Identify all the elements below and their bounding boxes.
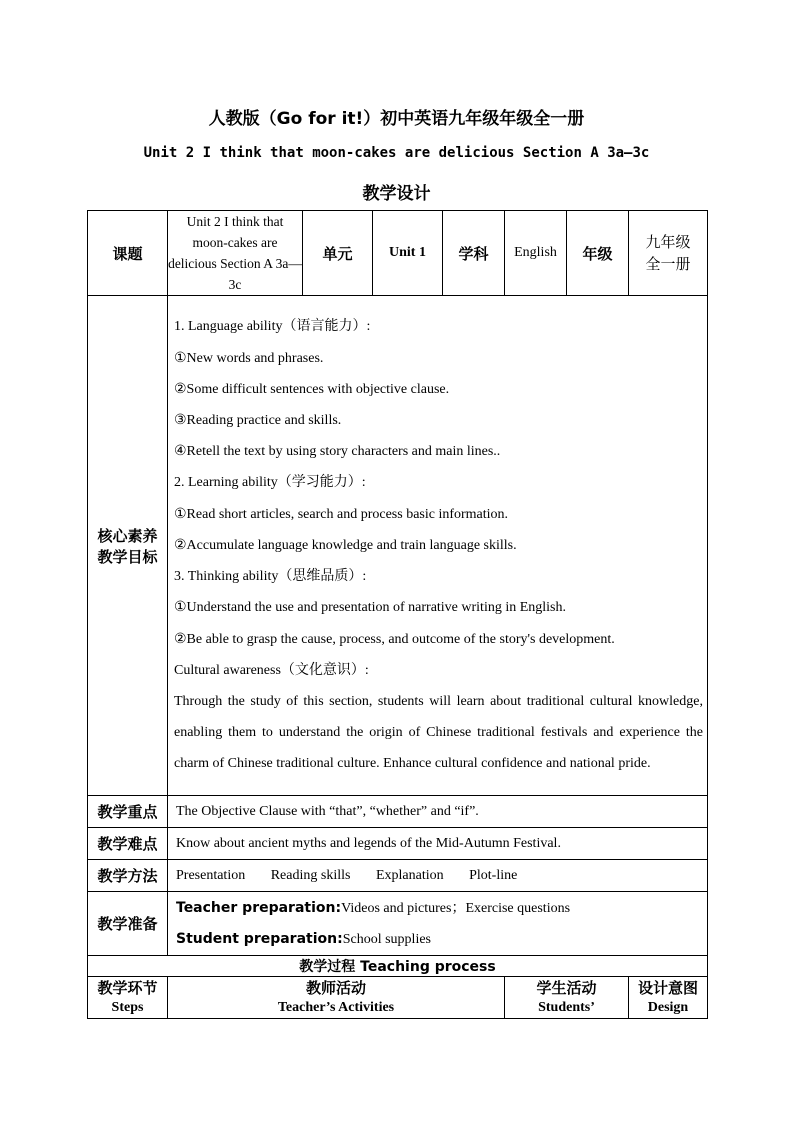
process-title-row [88,956,708,977]
process-header-row [88,977,708,1019]
cultural-paragraph: Through the study of this section, students will learn about traditional cultural knowledge, enabling them to understand the origin of Chinese traditional festivals and experience the charm of Chinese traditional culture. Enhance cultural confidence and national pride. [174,693,703,772]
lesson-plan-table [87,210,708,1019]
difficulties-row [88,828,708,860]
objective-line: Cultural awareness（文化意识）: [174,662,369,678]
topic-label: 课题 [88,211,168,296]
preparation-row [88,892,708,956]
document-title: 人教版（Go for it!）初中英语九年级年级全一册 [208,109,585,129]
unit-value: Unit 1 [373,211,443,296]
objective-line: ①Understand the use and presentation of narrative writing in English. [174,600,567,616]
objectives-label: 核心素养教学目标 [88,296,168,796]
subject-value: English [505,211,567,296]
preparation-value [168,892,708,956]
objectives-row [88,296,708,796]
unit-label: 单元 [303,211,373,296]
difficulties-value: Know about ancient myths and legends of the Mid-Autumn Festival. [168,828,708,860]
grade-label: 年级 [567,211,629,296]
difficulties-label: 教学难点 [88,828,168,860]
objective-line: ①Read short articles, search and process basic information. [174,506,509,522]
objective-line: ②Accumulate language knowledge and train language skills. [174,537,517,553]
objective-line: 3. Thinking ability（思维品质）: [174,569,367,585]
objective-line: 1. Language ability（语言能力）: [174,319,371,335]
design-intent-header: 设计意图 Design [629,977,708,1019]
process-title: 教学过程 Teaching process [88,956,708,977]
key-points-row [88,796,708,828]
objective-line: ①New words and phrases. [174,350,324,366]
info-row [88,211,708,296]
teacher-activities-header: 教师活动 Teacher’s Activities [168,977,505,1019]
objective-line: ④Retell the text by using story characters and main lines.. [174,444,501,460]
subject-label: 学科 [443,211,505,296]
design-heading: 教学设计 [362,184,431,204]
objective-line: ②Some difficult sentences with objective clause. [174,381,450,397]
methods-value [168,860,708,892]
preparation-label: 教学准备 [88,892,168,956]
objective-line: ③Reading practice and skills. [174,413,342,429]
key-points-label: 教学重点 [88,796,168,828]
students-activities-header: 学生活动 Students’ [505,977,629,1019]
grade-value: 九年级全一册 [629,211,708,296]
teacher-prep-label: Teacher preparation: [176,899,342,916]
teacher-prep-value: Videos and pictures；Exercise questions [341,900,571,916]
method-item: Explanation [375,867,444,883]
methods-label: 教学方法 [88,860,168,892]
topic-value: Unit 2 I think that moon-cakes are delicious Section A 3a—3c [168,211,303,296]
student-prep-label: Student preparation: [176,930,343,947]
methods-row [88,860,708,892]
objective-line: ②Be able to grasp the cause, process, and outcome of the story's development. [174,631,615,647]
method-item: Presentation [176,867,246,883]
objectives-content [168,296,708,796]
steps-header: 教学环节 Steps [88,977,168,1019]
method-item: Reading skills [270,867,351,883]
method-item: Plot-line [469,867,518,883]
student-prep-value: School supplies [342,931,431,947]
objective-line: 2. Learning ability（学习能力）: [174,475,366,491]
unit-subtitle: Unit 2 I think that moon-cakes are delicious Section A 3a—3c [143,145,650,161]
key-points-value: The Objective Clause with “that”, “whether” and “if”. [168,796,708,828]
